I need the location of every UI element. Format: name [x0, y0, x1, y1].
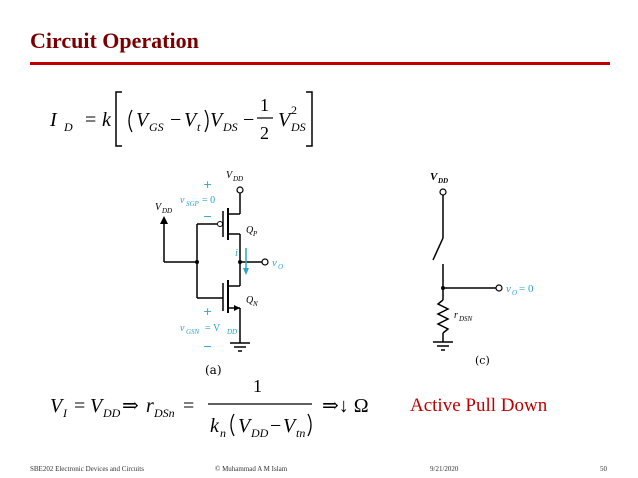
drain-current-equation — [50, 84, 320, 154]
svg-text:DD: DD — [103, 406, 121, 420]
svg-text:+: + — [203, 305, 213, 318]
svg-text:k: k — [102, 109, 111, 131]
svg-text:r: r — [454, 310, 458, 321]
svg-text:= 0: = 0 — [519, 283, 534, 295]
svg-text:I: I — [63, 406, 67, 420]
svg-text:DS: DS — [223, 120, 238, 134]
svg-text:−: − — [170, 109, 182, 131]
svg-text:2: 2 — [260, 123, 269, 143]
svg-text:V: V — [278, 109, 291, 131]
svg-text:DD: DD — [162, 207, 173, 215]
equivalent-circuit-c — [418, 170, 558, 370]
svg-text:V: V — [283, 415, 296, 437]
footer-page-number: 50 — [600, 465, 607, 473]
svg-text:v: v — [506, 283, 511, 295]
svg-text:P: P — [253, 230, 258, 238]
svg-text:DSn: DSn — [154, 406, 175, 420]
svg-text:v: v — [180, 195, 185, 206]
svg-text:O: O — [512, 289, 518, 297]
svg-text:= V: = V — [205, 323, 221, 334]
cmos-inverter-circuit-a — [150, 168, 300, 373]
svg-text:= 0: = 0 — [202, 195, 216, 206]
svg-text:DS: DS — [291, 120, 306, 134]
svg-text:=: = — [74, 395, 86, 417]
svg-text:v: v — [272, 257, 277, 269]
title-rule — [30, 62, 610, 65]
svg-text:V: V — [430, 171, 438, 183]
footer-author: © Muhammad A M Islam — [215, 465, 288, 473]
svg-text:−: − — [203, 340, 213, 353]
svg-text:−: − — [203, 210, 213, 223]
svg-text:V: V — [184, 109, 197, 131]
svg-text:V: V — [50, 395, 63, 417]
svg-text:DD: DD — [233, 175, 244, 183]
svg-text:=: = — [183, 395, 195, 417]
svg-text:r: r — [146, 395, 154, 417]
svg-text:v: v — [180, 323, 185, 334]
svg-text:i: i — [235, 248, 238, 259]
svg-text:DD: DD — [251, 426, 269, 440]
footer-course: SBE202 Electronic Devices and Circuits — [30, 465, 144, 473]
svg-text:V: V — [210, 109, 223, 131]
svg-text:1: 1 — [253, 376, 262, 396]
svg-text:V: V — [226, 170, 233, 181]
svg-text:Q: Q — [246, 225, 254, 236]
svg-text:V: V — [155, 202, 162, 213]
svg-text:⇒: ⇒ — [122, 395, 139, 417]
svg-text:I: I — [50, 109, 57, 131]
active-pull-down-label: Active Pull Down — [410, 395, 548, 416]
svg-text:O: O — [278, 263, 284, 271]
svg-text:−: − — [270, 415, 282, 437]
svg-text:t: t — [197, 120, 201, 134]
caption-a: (a) — [205, 363, 222, 377]
svg-text:=: = — [85, 109, 97, 131]
svg-text:GSN: GSN — [186, 328, 200, 336]
svg-text:−: − — [243, 109, 255, 131]
footer-date: 9/21/2020 — [430, 465, 459, 473]
svg-text:N: N — [253, 300, 258, 308]
svg-text:⇒↓ Ω: ⇒↓ Ω — [322, 395, 369, 417]
svg-text:V: V — [238, 415, 251, 437]
svg-text:V: V — [90, 395, 103, 417]
svg-text:DD: DD — [438, 177, 449, 185]
svg-text:D: D — [64, 120, 73, 134]
svg-text:DSN: DSN — [459, 315, 473, 323]
caption-c: (c) — [475, 354, 490, 367]
svg-text:GS: GS — [149, 120, 164, 134]
svg-text:Q: Q — [246, 295, 254, 306]
svg-text:SGP: SGP — [186, 200, 199, 208]
svg-text:k: k — [210, 415, 219, 437]
svg-text:1: 1 — [260, 95, 269, 115]
slide-title: Circuit Operation — [30, 28, 199, 53]
svg-text:V: V — [136, 109, 149, 131]
svg-text:2: 2 — [291, 103, 297, 117]
svg-text:tn: tn — [296, 426, 306, 440]
pull-down-resistance-equation — [50, 370, 400, 445]
svg-text:n: n — [220, 426, 226, 440]
svg-text:DD: DD — [227, 328, 238, 336]
svg-text:+: + — [203, 178, 213, 191]
